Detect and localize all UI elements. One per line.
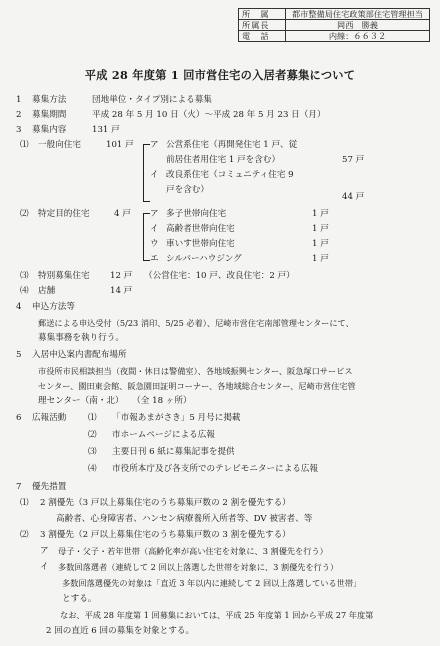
section-text: 郵送による申込受付（5/23 消印、5/25 必着）、尼崎市営住宅南部管理センターにて、 <box>38 318 354 328</box>
section-label: 入居申込案内書配布場所 <box>32 350 127 360</box>
pr-number: ⑴ <box>88 413 97 423</box>
sub-mark: イ <box>150 170 159 180</box>
section-number: 6 <box>16 413 22 423</box>
item-label: 特定目的住宅 <box>38 209 90 219</box>
page-title: 平成 28 年度第 1 回市営住宅の入居者募集について <box>84 68 356 82</box>
priority-text: 3 割優先（2 戸以上募集住宅のうち募集戸数の 3 割を優先する） <box>40 530 291 540</box>
sub-count: 44 戸 <box>342 192 365 202</box>
pr-text: 主要日刊 6 紙に募集記事を提供 <box>112 447 235 457</box>
item-label: 店舗 <box>38 286 56 296</box>
item-label: 一般向住宅 <box>38 140 81 150</box>
sub-text: 車いす世帯向住宅 <box>166 239 235 249</box>
section-label: 申込方法等 <box>32 302 75 312</box>
sub-text: 高齢者世帯向住宅 <box>166 224 235 234</box>
section-label: 広報活動 <box>32 413 67 423</box>
pr-text: 「市報あまがさき」5 月号に掲載 <box>112 413 241 423</box>
info-value: 都市整備局住宅政策部住宅管理担当 <box>286 9 430 20</box>
sub-count: 1 戸 <box>312 239 329 249</box>
section-number: 3 <box>16 125 22 135</box>
priority-text: とする。 <box>62 594 97 604</box>
info-key: 所 属 <box>239 9 286 20</box>
priority-mark: イ <box>40 562 49 572</box>
sub-text: 戸を含む） <box>166 185 209 195</box>
sub-text: 前居住者用住宅 1 戸を含む） <box>166 155 281 165</box>
sub-mark: エ <box>150 254 159 264</box>
priority-text: 2 割優先（3 戸以上募集住宅のうち募集戸数の 2 割を優先する） <box>40 498 291 508</box>
item-number: ⑴ <box>20 140 29 150</box>
section-number: 5 <box>16 350 22 360</box>
bracket <box>143 144 150 202</box>
section-text: 市役所市民相談担当（夜間・休日は警備室）、各地域振興センター、阪急塚口サービス <box>38 366 353 376</box>
sub-mark: ア <box>150 140 159 150</box>
priority-number: ⑴ <box>20 498 29 508</box>
sub-text: 公営系住宅（再開発住宅 1 戸、従 <box>166 140 298 150</box>
section-text: 理センター（南・北） （全 18 ヶ所） <box>38 396 192 406</box>
section-text: 平成 28 年 5 月 10 日（火）～平成 28 年 5 月 23 日（月） <box>92 110 326 120</box>
sub-mark: ア <box>150 209 159 219</box>
info-row-manager <box>239 20 430 31</box>
item-label: 特別募集住宅 <box>38 271 90 281</box>
info-value: 内線：６６３２ <box>286 31 430 42</box>
section-total: 131 戸 <box>92 125 120 135</box>
priority-text: 多数回落選者（連続して 2 回以上落選した世帯を対象に、3 割優先を行う） <box>58 562 339 572</box>
item-count: 4 戸 <box>114 209 131 219</box>
section-text: センター、園田東会館、阪急園田証明コーナー、各地域総合センター、尼崎市営住宅管 <box>38 381 356 391</box>
section-label: 募集期間 <box>32 110 67 120</box>
priority-number: ⑵ <box>20 530 29 540</box>
pr-text: 市役所本庁及び各支所でのテレビモニターによる広報 <box>112 464 319 474</box>
pr-number: ⑶ <box>88 447 97 457</box>
section-text: 募集事務を執り行う。 <box>38 333 124 343</box>
sub-text: 多子世帯向住宅 <box>166 209 227 219</box>
note-text: なお、平成 28 年度第 1 回募集においては、平成 25 年度第 1 回から平成 27 年度第 <box>60 610 374 620</box>
item-count: 12 戸 <box>110 271 133 281</box>
sub-text: 改良系住宅（コミュニティ住宅 9 <box>166 170 294 180</box>
item-note: （公営住宅：10 戸、改良住宅：2 戸） <box>144 271 295 281</box>
info-row-department <box>239 9 430 20</box>
note-text: 2 回の直近 6 回の募集を対象とする。 <box>46 626 195 636</box>
section-number: 1 <box>16 95 22 105</box>
sub-count: 1 戸 <box>312 254 329 264</box>
section-number: 4 <box>16 302 22 312</box>
sub-mark: イ <box>150 224 159 234</box>
priority-text: 多数回落選優先の対象は「直近 3 年以内に連続して 2 回以上落選している世帯」 <box>62 578 362 588</box>
bracket <box>143 213 150 261</box>
pr-number: ⑵ <box>88 430 97 440</box>
section-label: 募集内容 <box>32 125 67 135</box>
sub-count: 1 戸 <box>312 209 329 219</box>
section-label: 募集方法 <box>32 95 67 105</box>
sub-text: シルバーハウジング <box>166 254 242 264</box>
info-row-phone <box>239 31 430 42</box>
section-number: 2 <box>16 110 22 120</box>
priority-mark: ア <box>40 546 49 556</box>
sub-count: 57 戸 <box>342 155 365 165</box>
priority-text: 高齢者、心身障害者、ハンセン病療養所入所者等、DV 被害者、等 <box>56 514 313 524</box>
priority-text: 母子・父子・若年世帯（高齢化率が高い住宅を対象に、3 割優先を行う） <box>58 546 328 556</box>
item-count: 14 戸 <box>110 286 133 296</box>
item-number: ⑶ <box>20 271 29 281</box>
item-number: ⑵ <box>20 209 29 219</box>
section-label: 優先措置 <box>32 482 67 492</box>
item-number: ⑷ <box>20 286 29 296</box>
pr-number: ⑷ <box>88 464 97 474</box>
info-key: 所属長 <box>239 20 286 31</box>
item-count: 101 戸 <box>106 140 134 150</box>
sub-count: 1 戸 <box>312 224 329 234</box>
info-key: 電 話 <box>239 31 286 42</box>
pr-text: 市ホームページによる広報 <box>112 430 215 440</box>
section-number: 7 <box>16 482 22 492</box>
section-text: 団地単位・タイプ別による募集 <box>92 95 212 105</box>
info-value: 岡西 勝義 <box>286 20 430 31</box>
sub-mark: ウ <box>150 239 159 249</box>
info-table <box>238 8 430 42</box>
